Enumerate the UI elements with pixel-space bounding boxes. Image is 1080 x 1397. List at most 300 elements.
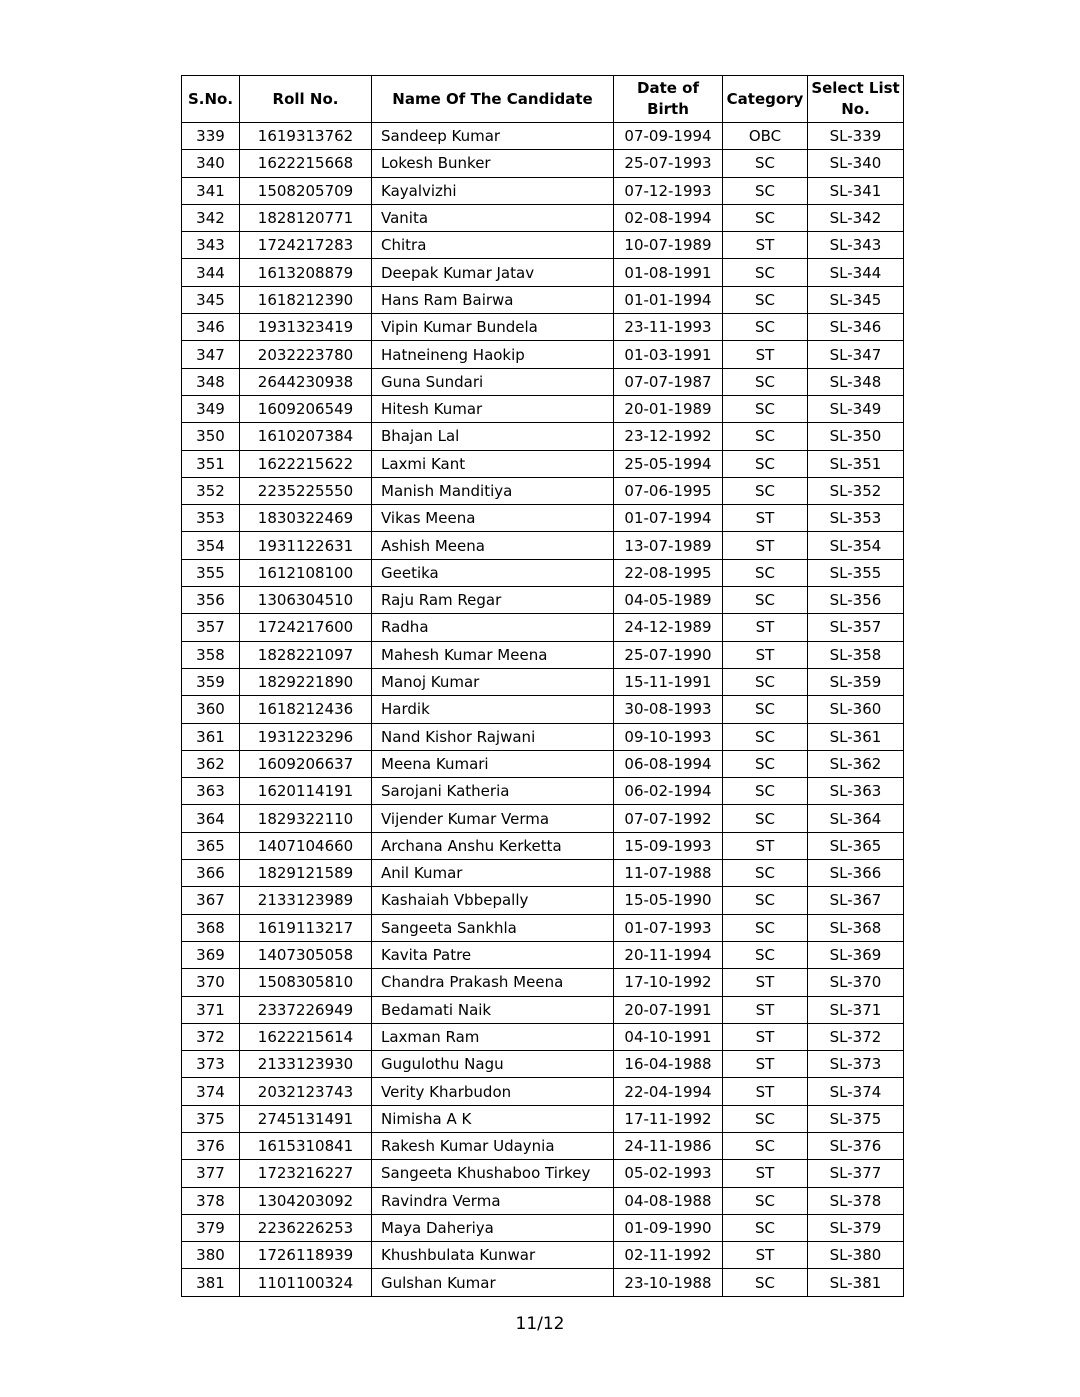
table-row: [182, 1105, 904, 1132]
table-row: [182, 887, 904, 914]
header-roll-no: Roll No.: [240, 76, 372, 123]
cell-category: SC: [723, 1214, 808, 1241]
cell-select-list-no: SL-342: [808, 204, 904, 231]
table-row: [182, 723, 904, 750]
cell-roll-no: 1724217600: [240, 614, 372, 641]
cell-date-of-birth: 02-08-1994: [614, 204, 723, 231]
cell-select-list-no: SL-357: [808, 614, 904, 641]
table-row: [182, 941, 904, 968]
table-row: [182, 259, 904, 286]
cell-select-list-no: SL-380: [808, 1242, 904, 1269]
table-row: [182, 1214, 904, 1241]
cell-roll-no: 1931223296: [240, 723, 372, 750]
cell-sno: 357: [182, 614, 240, 641]
table-row: [182, 1242, 904, 1269]
cell-roll-no: 1615310841: [240, 1132, 372, 1159]
cell-date-of-birth: 09-10-1993: [614, 723, 723, 750]
cell-date-of-birth: 04-05-1989: [614, 587, 723, 614]
cell-date-of-birth: 06-08-1994: [614, 750, 723, 777]
cell-select-list-no: SL-347: [808, 341, 904, 368]
table-row: [182, 314, 904, 341]
cell-candidate-name: Manoj Kumar: [372, 668, 614, 695]
table-row: [182, 641, 904, 668]
cell-candidate-name: Meena Kumari: [372, 750, 614, 777]
cell-select-list-no: SL-364: [808, 805, 904, 832]
cell-category: SC: [723, 150, 808, 177]
cell-category: SC: [723, 587, 808, 614]
cell-roll-no: 1830322469: [240, 505, 372, 532]
cell-candidate-name: Bhajan Lal: [372, 423, 614, 450]
cell-roll-no: 1508205709: [240, 177, 372, 204]
cell-roll-no: 1726118939: [240, 1242, 372, 1269]
cell-candidate-name: Radha: [372, 614, 614, 641]
table-row: [182, 368, 904, 395]
table-row: [182, 614, 904, 641]
cell-roll-no: 1508305810: [240, 969, 372, 996]
cell-date-of-birth: 01-07-1993: [614, 914, 723, 941]
cell-select-list-no: SL-376: [808, 1132, 904, 1159]
cell-roll-no: 1620114191: [240, 778, 372, 805]
table-row: [182, 668, 904, 695]
cell-date-of-birth: 07-07-1992: [614, 805, 723, 832]
cell-sno: 345: [182, 286, 240, 313]
cell-roll-no: 1723216227: [240, 1160, 372, 1187]
table-row: [182, 150, 904, 177]
table-row: [182, 1160, 904, 1187]
cell-candidate-name: Hatneineng Haokip: [372, 341, 614, 368]
cell-sno: 378: [182, 1187, 240, 1214]
cell-date-of-birth: 06-02-1994: [614, 778, 723, 805]
cell-category: ST: [723, 532, 808, 559]
cell-sno: 340: [182, 150, 240, 177]
cell-candidate-name: Bedamati Naik: [372, 996, 614, 1023]
cell-category: SC: [723, 860, 808, 887]
cell-date-of-birth: 07-12-1993: [614, 177, 723, 204]
cell-category: SC: [723, 423, 808, 450]
cell-select-list-no: SL-367: [808, 887, 904, 914]
cell-candidate-name: Guna Sundari: [372, 368, 614, 395]
page-number: 11/12: [515, 1314, 565, 1334]
cell-roll-no: 1622215614: [240, 1023, 372, 1050]
cell-roll-no: 1407104660: [240, 832, 372, 859]
cell-select-list-no: SL-374: [808, 1078, 904, 1105]
cell-roll-no: 1618212390: [240, 286, 372, 313]
cell-candidate-name: Raju Ram Regar: [372, 587, 614, 614]
cell-sno: 375: [182, 1105, 240, 1132]
cell-category: ST: [723, 832, 808, 859]
header-sno: S.No.: [182, 76, 240, 123]
cell-select-list-no: SL-362: [808, 750, 904, 777]
cell-date-of-birth: 22-04-1994: [614, 1078, 723, 1105]
cell-sno: 341: [182, 177, 240, 204]
cell-sno: 339: [182, 123, 240, 150]
cell-roll-no: 2236226253: [240, 1214, 372, 1241]
cell-date-of-birth: 17-11-1992: [614, 1105, 723, 1132]
cell-candidate-name: Manish Manditiya: [372, 477, 614, 504]
cell-select-list-no: SL-377: [808, 1160, 904, 1187]
table-row: [182, 123, 904, 150]
header-date-of-birth: Date of Birth: [614, 76, 723, 123]
cell-category: SC: [723, 778, 808, 805]
cell-candidate-name: Vijender Kumar Verma: [372, 805, 614, 832]
cell-category: ST: [723, 614, 808, 641]
table-row: [182, 914, 904, 941]
cell-sno: 367: [182, 887, 240, 914]
cell-sno: 361: [182, 723, 240, 750]
cell-candidate-name: Archana Anshu Kerketta: [372, 832, 614, 859]
table-row: [182, 778, 904, 805]
cell-roll-no: 1828120771: [240, 204, 372, 231]
cell-category: SC: [723, 1132, 808, 1159]
cell-candidate-name: Anil Kumar: [372, 860, 614, 887]
cell-category: SC: [723, 914, 808, 941]
cell-sno: 365: [182, 832, 240, 859]
cell-candidate-name: Sarojani Katheria: [372, 778, 614, 805]
cell-date-of-birth: 20-07-1991: [614, 996, 723, 1023]
cell-date-of-birth: 24-12-1989: [614, 614, 723, 641]
cell-date-of-birth: 30-08-1993: [614, 696, 723, 723]
cell-roll-no: 1612108100: [240, 559, 372, 586]
cell-sno: 373: [182, 1051, 240, 1078]
cell-category: SC: [723, 1187, 808, 1214]
cell-select-list-no: SL-373: [808, 1051, 904, 1078]
cell-date-of-birth: 01-07-1994: [614, 505, 723, 532]
cell-category: OBC: [723, 123, 808, 150]
cell-select-list-no: SL-379: [808, 1214, 904, 1241]
cell-roll-no: 1610207384: [240, 423, 372, 450]
table-row: [182, 532, 904, 559]
cell-candidate-name: Sandeep Kumar: [372, 123, 614, 150]
table-row: [182, 477, 904, 504]
cell-sno: 374: [182, 1078, 240, 1105]
cell-select-list-no: SL-378: [808, 1187, 904, 1214]
cell-date-of-birth: 15-09-1993: [614, 832, 723, 859]
table-row: [182, 395, 904, 422]
cell-sno: 356: [182, 587, 240, 614]
cell-sno: 349: [182, 395, 240, 422]
cell-roll-no: 1609206637: [240, 750, 372, 777]
cell-candidate-name: Lokesh Bunker: [372, 150, 614, 177]
cell-date-of-birth: 07-09-1994: [614, 123, 723, 150]
cell-category: ST: [723, 969, 808, 996]
cell-date-of-birth: 23-12-1992: [614, 423, 723, 450]
cell-sno: 355: [182, 559, 240, 586]
cell-date-of-birth: 25-05-1994: [614, 450, 723, 477]
cell-select-list-no: SL-368: [808, 914, 904, 941]
cell-candidate-name: Sangeeta Khushaboo Tirkey: [372, 1160, 614, 1187]
cell-date-of-birth: 02-11-1992: [614, 1242, 723, 1269]
cell-sno: 364: [182, 805, 240, 832]
cell-candidate-name: Ravindra Verma: [372, 1187, 614, 1214]
cell-date-of-birth: 22-08-1995: [614, 559, 723, 586]
cell-candidate-name: Nand Kishor Rajwani: [372, 723, 614, 750]
cell-roll-no: 2644230938: [240, 368, 372, 395]
cell-category: SC: [723, 368, 808, 395]
table-row: [182, 996, 904, 1023]
cell-category: ST: [723, 1051, 808, 1078]
cell-category: SC: [723, 668, 808, 695]
cell-date-of-birth: 01-08-1991: [614, 259, 723, 286]
cell-category: SC: [723, 559, 808, 586]
cell-sno: 370: [182, 969, 240, 996]
cell-candidate-name: Verity Kharbudon: [372, 1078, 614, 1105]
cell-candidate-name: Chandra Prakash Meena: [372, 969, 614, 996]
cell-date-of-birth: 23-11-1993: [614, 314, 723, 341]
cell-sno: 369: [182, 941, 240, 968]
cell-roll-no: 1407305058: [240, 941, 372, 968]
cell-date-of-birth: 17-10-1992: [614, 969, 723, 996]
cell-category: SC: [723, 204, 808, 231]
cell-roll-no: 1829322110: [240, 805, 372, 832]
cell-select-list-no: SL-354: [808, 532, 904, 559]
cell-sno: 366: [182, 860, 240, 887]
cell-date-of-birth: 04-10-1991: [614, 1023, 723, 1050]
cell-candidate-name: Vanita: [372, 204, 614, 231]
cell-category: SC: [723, 1105, 808, 1132]
cell-category: ST: [723, 641, 808, 668]
cell-select-list-no: SL-346: [808, 314, 904, 341]
cell-date-of-birth: 05-02-1993: [614, 1160, 723, 1187]
cell-candidate-name: Mahesh Kumar Meena: [372, 641, 614, 668]
cell-sno: 350: [182, 423, 240, 450]
cell-sno: 351: [182, 450, 240, 477]
cell-date-of-birth: 15-11-1991: [614, 668, 723, 695]
cell-select-list-no: SL-344: [808, 259, 904, 286]
header-category: Category: [723, 76, 808, 123]
cell-date-of-birth: 15-05-1990: [614, 887, 723, 914]
table-row: [182, 505, 904, 532]
table-header: [182, 76, 904, 123]
cell-candidate-name: Vipin Kumar Bundela: [372, 314, 614, 341]
table-row: [182, 750, 904, 777]
cell-candidate-name: Hitesh Kumar: [372, 395, 614, 422]
cell-category: SC: [723, 259, 808, 286]
cell-category: ST: [723, 341, 808, 368]
cell-category: SC: [723, 941, 808, 968]
cell-sno: 352: [182, 477, 240, 504]
cell-sno: 348: [182, 368, 240, 395]
cell-candidate-name: Hans Ram Bairwa: [372, 286, 614, 313]
cell-select-list-no: SL-369: [808, 941, 904, 968]
cell-sno: 342: [182, 204, 240, 231]
cell-candidate-name: Kashaiah Vbbepally: [372, 887, 614, 914]
cell-sno: 363: [182, 778, 240, 805]
table-row: [182, 805, 904, 832]
header-row: [182, 76, 904, 123]
cell-roll-no: 1304203092: [240, 1187, 372, 1214]
cell-candidate-name: Geetika: [372, 559, 614, 586]
cell-sno: 346: [182, 314, 240, 341]
cell-category: SC: [723, 395, 808, 422]
cell-select-list-no: SL-375: [808, 1105, 904, 1132]
cell-category: SC: [723, 696, 808, 723]
cell-sno: 381: [182, 1269, 240, 1296]
cell-select-list-no: SL-345: [808, 286, 904, 313]
cell-select-list-no: SL-351: [808, 450, 904, 477]
cell-candidate-name: Khushbulata Kunwar: [372, 1242, 614, 1269]
cell-select-list-no: SL-349: [808, 395, 904, 422]
cell-sno: 376: [182, 1132, 240, 1159]
cell-date-of-birth: 01-01-1994: [614, 286, 723, 313]
cell-category: SC: [723, 750, 808, 777]
cell-date-of-birth: 23-10-1988: [614, 1269, 723, 1296]
cell-candidate-name: Nimisha A K: [372, 1105, 614, 1132]
table-row: [182, 1023, 904, 1050]
cell-candidate-name: Deepak Kumar Jatav: [372, 259, 614, 286]
cell-sno: 358: [182, 641, 240, 668]
table-row: [182, 832, 904, 859]
cell-date-of-birth: 24-11-1986: [614, 1132, 723, 1159]
cell-candidate-name: Gugulothu Nagu: [372, 1051, 614, 1078]
table-row: [182, 341, 904, 368]
cell-candidate-name: Laxman Ram: [372, 1023, 614, 1050]
cell-category: ST: [723, 1023, 808, 1050]
header-candidate-name: Name Of The Candidate: [372, 76, 614, 123]
cell-roll-no: 2337226949: [240, 996, 372, 1023]
cell-select-list-no: SL-348: [808, 368, 904, 395]
cell-category: ST: [723, 1078, 808, 1105]
cell-date-of-birth: 04-08-1988: [614, 1187, 723, 1214]
cell-select-list-no: SL-339: [808, 123, 904, 150]
cell-roll-no: 1829221890: [240, 668, 372, 695]
cell-sno: 347: [182, 341, 240, 368]
cell-roll-no: 1619313762: [240, 123, 372, 150]
cell-roll-no: 1622215668: [240, 150, 372, 177]
cell-select-list-no: SL-365: [808, 832, 904, 859]
cell-category: SC: [723, 723, 808, 750]
cell-select-list-no: SL-358: [808, 641, 904, 668]
cell-date-of-birth: 10-07-1989: [614, 232, 723, 259]
cell-sno: 362: [182, 750, 240, 777]
table-row: [182, 450, 904, 477]
cell-candidate-name: Maya Daheriya: [372, 1214, 614, 1241]
table-row: [182, 1187, 904, 1214]
cell-sno: 354: [182, 532, 240, 559]
table-row: [182, 232, 904, 259]
cell-roll-no: 1622215622: [240, 450, 372, 477]
cell-roll-no: 1618212436: [240, 696, 372, 723]
table-row: [182, 1269, 904, 1296]
cell-category: ST: [723, 232, 808, 259]
cell-category: ST: [723, 996, 808, 1023]
table-row: [182, 1078, 904, 1105]
cell-select-list-no: SL-361: [808, 723, 904, 750]
cell-date-of-birth: 16-04-1988: [614, 1051, 723, 1078]
cell-candidate-name: Hardik: [372, 696, 614, 723]
cell-sno: 353: [182, 505, 240, 532]
cell-category: SC: [723, 450, 808, 477]
cell-date-of-birth: 07-07-1987: [614, 368, 723, 395]
table-row: [182, 204, 904, 231]
header-select-list-no: Select List No.: [808, 76, 904, 123]
cell-sno: 372: [182, 1023, 240, 1050]
cell-roll-no: 2032123743: [240, 1078, 372, 1105]
table-row: [182, 1132, 904, 1159]
cell-roll-no: 1931122631: [240, 532, 372, 559]
table-row: [182, 559, 904, 586]
cell-date-of-birth: 20-01-1989: [614, 395, 723, 422]
table-row: [182, 696, 904, 723]
cell-roll-no: 1613208879: [240, 259, 372, 286]
cell-date-of-birth: 01-09-1990: [614, 1214, 723, 1241]
cell-sno: 380: [182, 1242, 240, 1269]
table-row: [182, 860, 904, 887]
cell-sno: 360: [182, 696, 240, 723]
cell-roll-no: 1829121589: [240, 860, 372, 887]
cell-category: ST: [723, 1242, 808, 1269]
cell-candidate-name: Vikas Meena: [372, 505, 614, 532]
cell-date-of-birth: 01-03-1991: [614, 341, 723, 368]
cell-select-list-no: SL-381: [808, 1269, 904, 1296]
cell-category: SC: [723, 177, 808, 204]
cell-select-list-no: SL-340: [808, 150, 904, 177]
cell-candidate-name: Kayalvizhi: [372, 177, 614, 204]
cell-candidate-name: Sangeeta Sankhla: [372, 914, 614, 941]
cell-roll-no: 1828221097: [240, 641, 372, 668]
cell-select-list-no: SL-350: [808, 423, 904, 450]
cell-roll-no: 2235225550: [240, 477, 372, 504]
cell-sno: 371: [182, 996, 240, 1023]
cell-date-of-birth: 13-07-1989: [614, 532, 723, 559]
cell-roll-no: 1724217283: [240, 232, 372, 259]
cell-roll-no: 2133123989: [240, 887, 372, 914]
cell-select-list-no: SL-355: [808, 559, 904, 586]
selection-list-table: [181, 75, 904, 1297]
cell-sno: 359: [182, 668, 240, 695]
cell-sno: 343: [182, 232, 240, 259]
cell-candidate-name: Chitra: [372, 232, 614, 259]
cell-date-of-birth: 25-07-1990: [614, 641, 723, 668]
cell-category: SC: [723, 477, 808, 504]
cell-date-of-birth: 11-07-1988: [614, 860, 723, 887]
table-row: [182, 423, 904, 450]
cell-sno: 379: [182, 1214, 240, 1241]
cell-select-list-no: SL-352: [808, 477, 904, 504]
cell-category: SC: [723, 887, 808, 914]
cell-select-list-no: SL-343: [808, 232, 904, 259]
cell-select-list-no: SL-356: [808, 587, 904, 614]
cell-candidate-name: Ashish Meena: [372, 532, 614, 559]
cell-sno: 368: [182, 914, 240, 941]
cell-roll-no: 1931323419: [240, 314, 372, 341]
cell-category: SC: [723, 1269, 808, 1296]
cell-category: ST: [723, 505, 808, 532]
cell-select-list-no: SL-366: [808, 860, 904, 887]
table-row: [182, 1051, 904, 1078]
cell-select-list-no: SL-341: [808, 177, 904, 204]
cell-sno: 344: [182, 259, 240, 286]
table-row: [182, 587, 904, 614]
cell-date-of-birth: 20-11-1994: [614, 941, 723, 968]
cell-select-list-no: SL-370: [808, 969, 904, 996]
cell-candidate-name: Gulshan Kumar: [372, 1269, 614, 1296]
cell-roll-no: 1609206549: [240, 395, 372, 422]
cell-candidate-name: Rakesh Kumar Udaynia: [372, 1132, 614, 1159]
cell-roll-no: 2032223780: [240, 341, 372, 368]
cell-roll-no: 2745131491: [240, 1105, 372, 1132]
cell-roll-no: 1306304510: [240, 587, 372, 614]
cell-category: SC: [723, 286, 808, 313]
cell-select-list-no: SL-360: [808, 696, 904, 723]
cell-select-list-no: SL-372: [808, 1023, 904, 1050]
cell-roll-no: 2133123930: [240, 1051, 372, 1078]
cell-candidate-name: Kavita Patre: [372, 941, 614, 968]
cell-candidate-name: Laxmi Kant: [372, 450, 614, 477]
cell-roll-no: 1619113217: [240, 914, 372, 941]
table-row: [182, 286, 904, 313]
cell-sno: 377: [182, 1160, 240, 1187]
cell-select-list-no: SL-371: [808, 996, 904, 1023]
